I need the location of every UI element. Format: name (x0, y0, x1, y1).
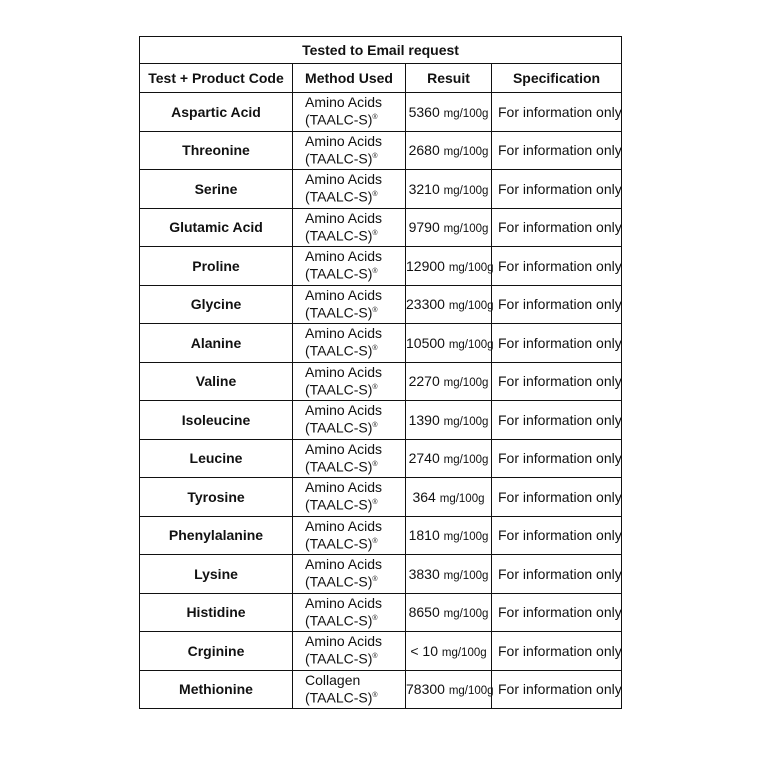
test-name-cell: Alanine (140, 324, 293, 363)
table-row (140, 131, 622, 170)
result-value: 2740 (408, 450, 440, 467)
specification-cell: For information only (492, 516, 622, 555)
test-name-cell: Phenylalanine (140, 516, 293, 555)
result-value: 3830 (408, 565, 440, 582)
result-value: 8650 (408, 604, 440, 621)
test-name-cell: Methionine (140, 670, 293, 709)
result-value: 1390 (408, 411, 440, 428)
method-line2: (TAALC-S) (305, 458, 373, 475)
test-name-cell: Valine (140, 362, 293, 401)
method-cell (293, 131, 406, 170)
test-name-cell: Isoleucine (140, 401, 293, 440)
method-line2: (TAALC-S) (305, 189, 373, 206)
test-name-cell: Leucine (140, 439, 293, 478)
method-cell (293, 208, 406, 247)
method-cell (293, 93, 406, 132)
specification-cell: For information only (492, 555, 622, 594)
table-row (140, 593, 622, 632)
method-cell (293, 593, 406, 632)
method-line2: (TAALC-S) (305, 343, 373, 360)
method-line2: (TAALC-S) (305, 651, 373, 668)
result-unit: mg/100g (443, 531, 489, 544)
specification-cell: For information only (492, 632, 622, 671)
result-value: 2270 (408, 373, 440, 390)
registered-mark: ® (372, 537, 378, 545)
result-unit: mg/100g (443, 569, 489, 582)
method-line1: Amino Acids (305, 556, 383, 573)
method-line2: (TAALC-S) (305, 497, 373, 514)
result-value: 78300 (406, 681, 445, 698)
result-cell (406, 401, 492, 440)
test-name-cell: Threonine (140, 131, 293, 170)
registered-mark: ® (372, 229, 378, 237)
test-name-cell: Histidine (140, 593, 293, 632)
result-cell (406, 93, 492, 132)
result-unit: mg/100g (443, 415, 489, 428)
result-cell (406, 208, 492, 247)
method-line1: Amino Acids (305, 171, 383, 188)
registered-mark: ® (372, 460, 378, 468)
result-cell (406, 324, 492, 363)
method-line1: Amino Acids (305, 440, 383, 457)
test-name-cell: Aspartic Acid (140, 93, 293, 132)
method-line1: Collagen (305, 671, 361, 688)
method-line2: (TAALC-S) (305, 304, 373, 321)
result-value: 12900 (406, 257, 445, 274)
table-row (140, 632, 622, 671)
method-cell (293, 555, 406, 594)
result-unit: mg/100g (443, 107, 489, 120)
specification-cell: For information only (492, 247, 622, 286)
result-unit: mg/100g (448, 300, 494, 313)
result-value: < 10 (410, 642, 438, 659)
method-line1: Amino Acids (305, 325, 383, 342)
method-line2: (TAALC-S) (305, 112, 373, 129)
method-line1: Amino Acids (305, 94, 383, 111)
result-cell (406, 285, 492, 324)
method-line2: (TAALC-S) (305, 535, 373, 552)
table-title-row (140, 37, 622, 64)
method-line2: (TAALC-S) (305, 227, 373, 244)
result-unit: mg/100g (441, 646, 487, 659)
result-value: 3210 (408, 180, 440, 197)
test-name-cell: Lysine (140, 555, 293, 594)
table-row (140, 478, 622, 517)
registered-mark: ® (372, 653, 378, 661)
column-header-method: Method Used (293, 64, 406, 93)
test-name-cell: Proline (140, 247, 293, 286)
result-value: 10500 (406, 334, 445, 351)
result-unit: mg/100g (443, 223, 489, 236)
column-header-result: Resuit (406, 64, 492, 93)
registered-mark: ® (372, 345, 378, 353)
method-cell (293, 401, 406, 440)
result-unit: mg/100g (443, 608, 489, 621)
result-unit: mg/100g (443, 454, 489, 467)
registered-mark: ® (372, 383, 378, 391)
specification-cell: For information only (492, 401, 622, 440)
specification-cell: For information only (492, 439, 622, 478)
result-unit: mg/100g (448, 338, 494, 351)
method-line1: Amino Acids (305, 209, 383, 226)
registered-mark: ® (372, 499, 378, 507)
result-value: 23300 (406, 296, 445, 313)
table-row (140, 247, 622, 286)
specification-cell: For information only (492, 208, 622, 247)
result-cell (406, 439, 492, 478)
registered-mark: ® (372, 152, 378, 160)
table-row (140, 170, 622, 209)
specification-cell: For information only (492, 285, 622, 324)
method-cell (293, 632, 406, 671)
test-name-cell: Tyrosine (140, 478, 293, 517)
column-header-test: Test + Product Code (140, 64, 293, 93)
table-row (140, 401, 622, 440)
table-row (140, 285, 622, 324)
method-line2: (TAALC-S) (305, 420, 373, 437)
method-cell (293, 285, 406, 324)
method-cell (293, 439, 406, 478)
method-cell (293, 324, 406, 363)
specification-cell: For information only (492, 362, 622, 401)
specification-cell: For information only (492, 670, 622, 709)
method-cell (293, 170, 406, 209)
method-cell (293, 670, 406, 709)
result-cell (406, 131, 492, 170)
table-row (140, 324, 622, 363)
method-line1: Amino Acids (305, 479, 383, 496)
specification-cell: For information only (492, 478, 622, 517)
result-unit: mg/100g (443, 184, 489, 197)
method-line2: (TAALC-S) (305, 689, 373, 706)
test-name-cell: Crginine (140, 632, 293, 671)
registered-mark: ® (372, 306, 378, 314)
test-name-cell: Glutamic Acid (140, 208, 293, 247)
table-row (140, 93, 622, 132)
specification-cell: For information only (492, 324, 622, 363)
method-line1: Amino Acids (305, 363, 383, 380)
result-value: 9790 (408, 219, 440, 236)
results-table (139, 36, 622, 709)
result-value: 364 (412, 488, 436, 505)
registered-mark: ® (372, 422, 378, 430)
table-title: Tested to Email request (140, 37, 622, 64)
result-unit: mg/100g (439, 492, 485, 505)
result-unit: mg/100g (443, 377, 489, 390)
result-value: 1810 (408, 527, 440, 544)
specification-cell: For information only (492, 131, 622, 170)
registered-mark: ® (372, 191, 378, 199)
registered-mark: ® (372, 576, 378, 584)
registered-mark: ® (372, 691, 378, 699)
method-line2: (TAALC-S) (305, 150, 373, 167)
method-line1: Amino Acids (305, 132, 383, 149)
result-unit: mg/100g (443, 146, 489, 159)
registered-mark: ® (372, 268, 378, 276)
method-line2: (TAALC-S) (305, 612, 373, 629)
table-row (140, 362, 622, 401)
table-row (140, 208, 622, 247)
method-line1: Amino Acids (305, 633, 383, 650)
specification-cell: For information only (492, 593, 622, 632)
result-cell (406, 555, 492, 594)
result-cell (406, 670, 492, 709)
registered-mark: ® (372, 114, 378, 122)
column-header-specification: Specification (492, 64, 622, 93)
method-cell (293, 478, 406, 517)
result-cell (406, 516, 492, 555)
table-header-row (140, 64, 622, 93)
method-line1: Amino Acids (305, 517, 383, 534)
results-table-container (139, 36, 621, 709)
result-cell (406, 593, 492, 632)
result-unit: mg/100g (448, 685, 494, 698)
method-line2: (TAALC-S) (305, 574, 373, 591)
method-cell (293, 362, 406, 401)
test-name-cell: Glycine (140, 285, 293, 324)
method-line2: (TAALC-S) (305, 381, 373, 398)
specification-cell: For information only (492, 170, 622, 209)
result-value: 5360 (408, 103, 440, 120)
method-cell (293, 247, 406, 286)
result-cell (406, 478, 492, 517)
test-name-cell: Serine (140, 170, 293, 209)
method-line1: Amino Acids (305, 286, 383, 303)
method-line1: Amino Acids (305, 248, 383, 265)
result-cell (406, 170, 492, 209)
method-line2: (TAALC-S) (305, 266, 373, 283)
table-row (140, 555, 622, 594)
result-cell (406, 247, 492, 286)
registered-mark: ® (372, 614, 378, 622)
method-cell (293, 516, 406, 555)
method-line1: Amino Acids (305, 594, 383, 611)
specification-cell: For information only (492, 93, 622, 132)
table-row (140, 670, 622, 709)
result-cell (406, 632, 492, 671)
result-value: 2680 (408, 142, 440, 159)
result-cell (406, 362, 492, 401)
table-row (140, 439, 622, 478)
method-line1: Amino Acids (305, 402, 383, 419)
result-unit: mg/100g (448, 261, 494, 274)
table-row (140, 516, 622, 555)
